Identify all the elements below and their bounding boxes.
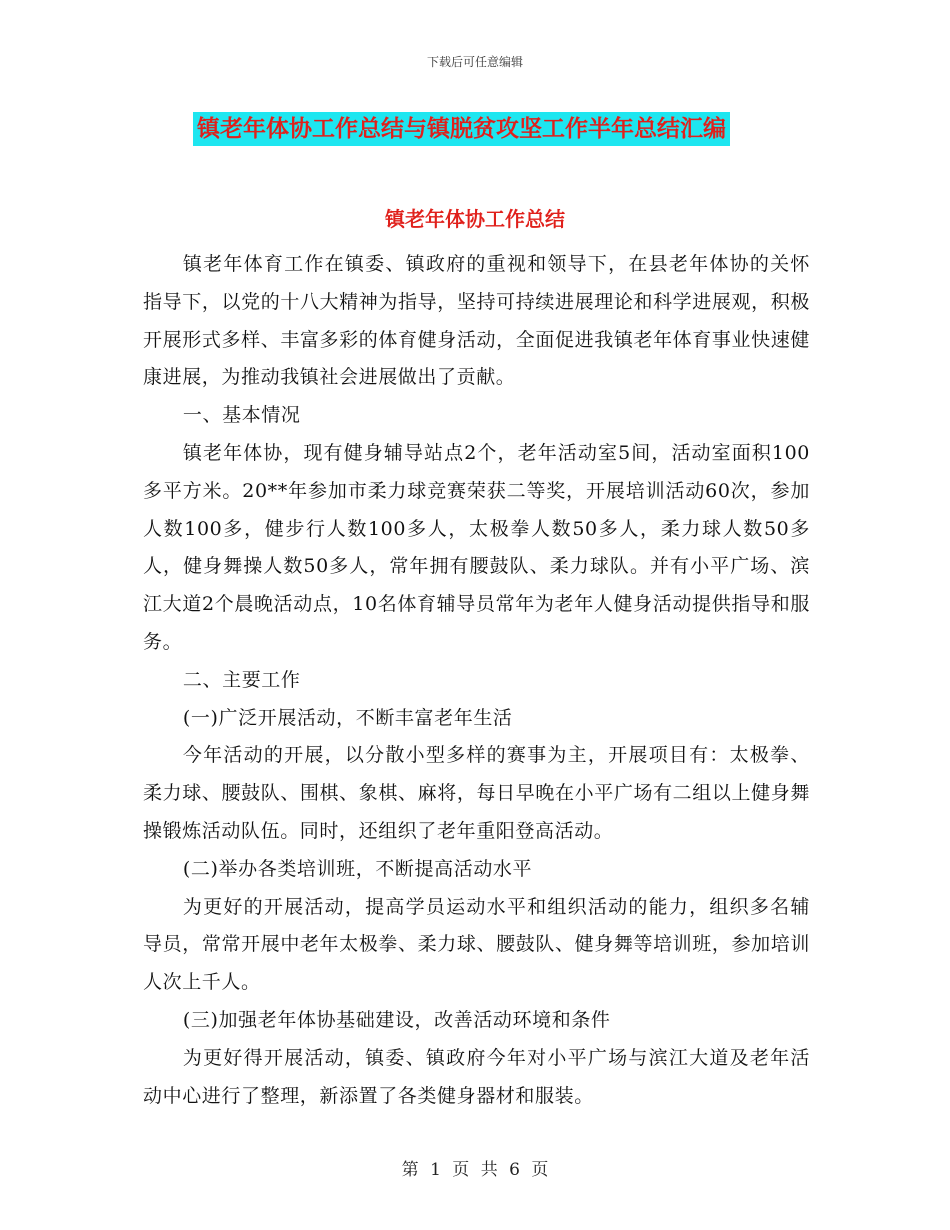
paragraph-basic-situation: 镇老年体协，现有健身辅导站点2个，老年活动室5间，活动室面积100多平方米。20**年参加市柔力球竞赛荣获二等奖，开展培训活动60次，参加人数100多，健步行人数100多人，太极拳人数50多人，柔力球人数50多人，健身舞操人数50多人，常年拥有腰鼓队、柔力球队。并有小平广场、滨江大道2个晨晚活动点，10名体育辅导员常年为老年人健身活动提供指导和服务。 <box>143 441 810 653</box>
header-note: 下载后可任意编辑 <box>426 55 523 69</box>
paragraph-infrastructure: 为更好得开展活动，镇委、镇政府今年对小平广场与滨江大道及老年活动中心进行了整理，新添置了各类健身器材和服装。 <box>143 1046 810 1107</box>
heading-basic-situation: 一、基本情况 <box>182 404 301 427</box>
paragraph-training: 为更好的开展活动，提高学员运动水平和组织活动的能力，组织多名辅导员，常常开展中老年太极拳、柔力球、腰鼓队、健身舞等培训班，参加培训人次上千人。 <box>143 895 810 994</box>
main-title: 镇老年体协工作总结与镇脱贫攻坚工作半年总结汇编 <box>193 112 730 146</box>
subheading-infrastructure: (三)加强老年体协基础建设，改善活动环境和条件 <box>182 1008 611 1031</box>
page-number: 第 1 页 共 6 页 <box>401 1160 549 1180</box>
document-body <box>143 246 810 1115</box>
section-title: 镇老年体协工作总结 <box>385 207 565 231</box>
paragraph-activities: 今年活动的开展，以分散小型多样的赛事为主，开展项目有：太极拳、柔力球、腰鼓队、围棋、象棋、麻将，每日早晚在小平广场有二组以上健身舞操锻炼活动队伍。同时，还组织了老年重阳登高活动。 <box>143 744 810 842</box>
subheading-activities: (一)广泛开展活动，不断丰富老年生活 <box>182 706 513 729</box>
heading-main-work: 二、主要工作 <box>182 668 301 691</box>
paragraph-intro: 镇老年体育工作在镇委、镇政府的重视和领导下，在县老年体协的关怀指导下，以党的十八大精神为指导，坚持可持续进展理论和科学进展观，积极开展形式多样、丰富多彩的体育健身活动，全面促进我镇老年体育事业快速健康进展，为推动我镇社会进展做出了贡献。 <box>143 253 810 389</box>
subheading-training: (二)举办各类培训班，不断提高活动水平 <box>182 857 533 880</box>
